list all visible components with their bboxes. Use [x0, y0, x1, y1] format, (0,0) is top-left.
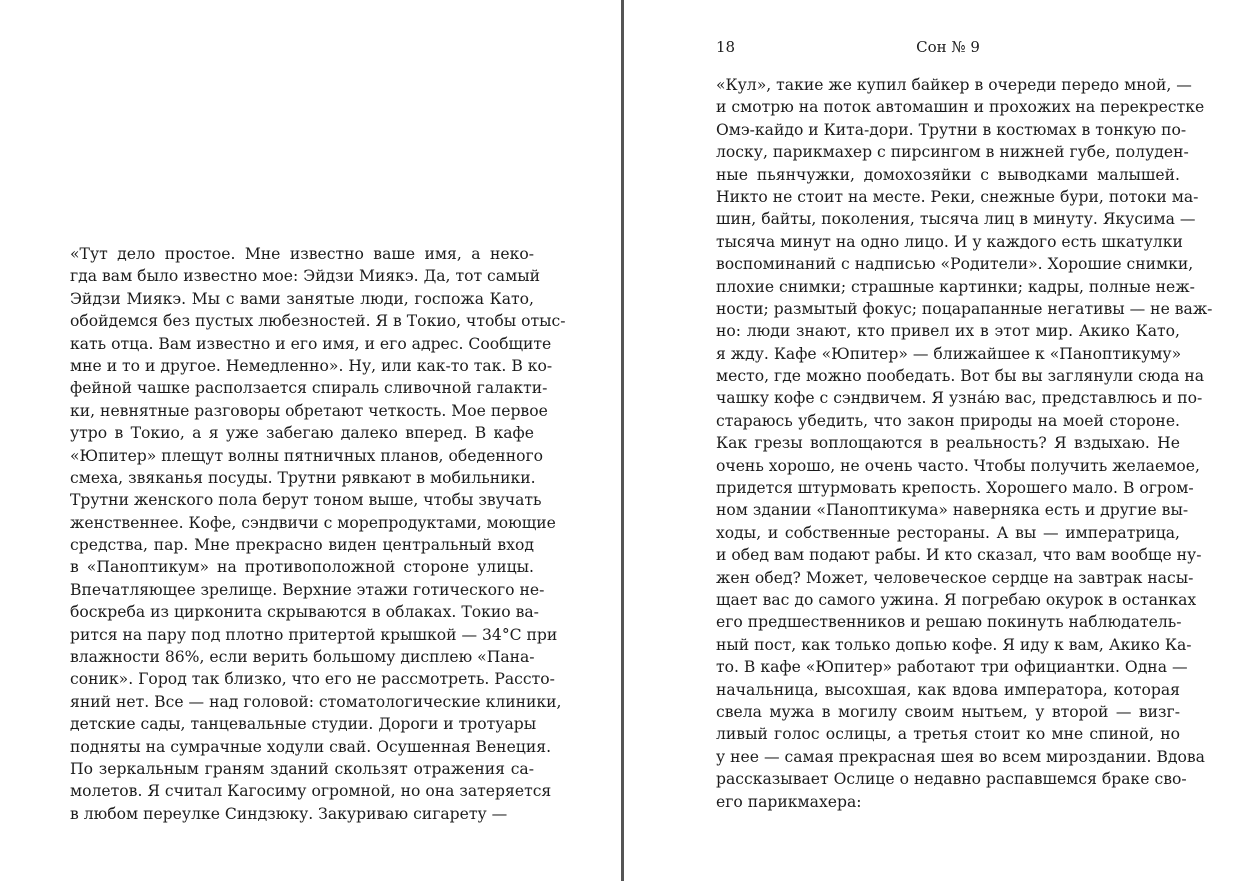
- text-line: боскреба из цирконита скрываются в облаках. Токио ва-: [70, 603, 539, 622]
- left-page-body: [70, 243, 566, 825]
- text-line: «Кул», такие же купил байкер в очереди передо мной, —: [716, 76, 1192, 94]
- text-line: воспоминаний с надписью «Родители». Хорошие снимки,: [716, 255, 1194, 274]
- text-line: гда вам было известно мое: Эйдзи Миякэ. Да, тот самый: [70, 267, 541, 286]
- text-line: соник». Город так близко, что его не рассмотреть. Рассто-: [70, 670, 555, 689]
- text-line: в «Паноптикум» на противоположной стороне улицы.: [70, 558, 534, 577]
- text-line: детские сады, танцевальные студии. Дороги и тротуары: [70, 715, 537, 734]
- text-line: фейной чашке расползается спираль сливочной галакти-: [70, 379, 548, 398]
- text-line: место, где можно пообедать. Вот бы вы заглянули сюда на: [716, 367, 1205, 386]
- text-line: яний нет. Все — над головой: стоматологические клиники,: [70, 692, 562, 711]
- left-page: [70, 243, 566, 825]
- text-line: его предшественников и решаю покинуть наблюдатель-: [716, 613, 1182, 632]
- text-line: рится на пару под плотно притертой крышкой — 34°C при: [70, 625, 558, 644]
- text-line: ливый голос ослицы, а третья стоит ко мне спиной, но: [716, 725, 1180, 744]
- text-line: жен обед? Может, человеческое сердце на завтрак насы-: [716, 568, 1194, 587]
- page-number: 18: [716, 38, 736, 56]
- text-line: рассказывает Ослице о недавно распавшемся браке сво-: [716, 770, 1187, 789]
- text-line: утро в Токио, а я уже забегаю далеко вперед. В кафе: [70, 424, 534, 443]
- page-header: [716, 38, 1180, 60]
- text-line: По зеркальным граням зданий скользят отражения са-: [70, 759, 534, 778]
- text-line: смеха, звяканья посуды. Трутни рявкают в мобильники.: [70, 468, 536, 487]
- text-line: женственнее. Кофе, сэндвичи с морепродуктами, моющие: [70, 513, 556, 532]
- text-line: влажности 86%, если верить большому дисплею «Пана-: [70, 648, 535, 667]
- text-line: Эйдзи Миякэ. Мы с вами занятые люди, госпожа Като,: [70, 289, 534, 308]
- text-line: его парикмахера:: [716, 792, 862, 811]
- text-line: чашку кофе с сэндвичем. Я узнáю вас, представлюсь и по-: [716, 389, 1203, 408]
- text-line: шин, байты, поколения, тысяча лиц в минуту. Якусима —: [716, 210, 1196, 229]
- text-line: Впечатляющее зрелище. Верхние этажи готического не-: [70, 580, 545, 599]
- text-line: тысяча минут на одно лицо. И у каждого есть шкатулки: [716, 232, 1183, 251]
- text-line: Как грезы воплощаются в реальность? Я вздыхаю. Не: [716, 434, 1180, 453]
- text-line: «Юпитер» плещут волны пятничных планов, обеденного: [70, 446, 544, 465]
- text-line: обойдемся без пустых любезностей. Я в Токио, чтобы отыс-: [70, 312, 566, 331]
- text-line: лоску, парикмахер с пирсингом в нижней губе, полуден-: [716, 143, 1189, 162]
- text-line: Трутни женского пола берут тоном выше, чтобы звучать: [70, 491, 542, 510]
- text-line: и обед вам подают рабы. И кто сказал, что вам вообще ну-: [716, 546, 1202, 565]
- text-line: средства, пар. Мне прекрасно виден центральный вход: [70, 536, 534, 555]
- text-line: стараюсь убедить, что закон природы на моей стороне.: [716, 411, 1180, 430]
- right-page: [716, 38, 1213, 813]
- text-line: ходы, и собственные рестораны. А вы — императрица,: [716, 523, 1180, 542]
- text-line: и смотрю на поток автомашин и прохожих на перекрестке: [716, 98, 1205, 117]
- text-line: но: люди знают, кто привел их в этот мир. Акико Като,: [716, 322, 1180, 341]
- text-line: у нее — самая прекрасная шея во всем мироздании. Вдова: [716, 747, 1205, 766]
- text-line: кать отца. Вам известно и его имя, и его адрес. Сообщите: [70, 334, 552, 353]
- text-line: ки, невнятные разговоры обретают четкость. Мое первое: [70, 401, 548, 420]
- text-line: свела мужа в могилу своим нытьем, у второй — визг-: [716, 702, 1180, 721]
- text-line: мне и то и другое. Немедленно». Ну, или как-то так. В ко-: [70, 356, 553, 375]
- text-line: ный пост, как только допью кофе. Я иду к вам, Акико Ка-: [716, 635, 1192, 654]
- running-title: Сон № 9: [916, 38, 980, 56]
- text-line: «Тут дело простое. Мне известно ваше имя, а неко-: [70, 245, 534, 263]
- text-line: молетов. Я считал Кагосиму огромной, но она затеряется: [70, 782, 552, 801]
- text-line: я жду. Кафе «Юпитер» — ближайшее к «Паноптикуму»: [716, 344, 1182, 363]
- text-line: ном здании «Паноптикума» наверняка есть и другие вы-: [716, 501, 1189, 520]
- text-line: щает вас до самого ужина. Я погребаю окурок в останках: [716, 590, 1197, 609]
- text-line: очень хорошо, не очень часто. Чтобы получить желаемое,: [716, 456, 1200, 475]
- right-page-body: [716, 74, 1213, 813]
- text-line: придется штурмовать крепость. Хорошего мало. В огром-: [716, 479, 1194, 498]
- text-line: начальница, высохшая, как вдова императора, которая: [716, 680, 1180, 699]
- book-spine: [621, 0, 624, 881]
- text-line: то. В кафе «Юпитер» работают три официантки. Одна —: [716, 658, 1188, 677]
- text-line: подняты на сумрачные ходули свай. Осушенная Венеция.: [70, 737, 552, 756]
- text-line: ности; размытый фокус; поцарапанные негативы — не важ-: [716, 299, 1213, 318]
- text-line: Омэ-кайдо и Кита-дори. Трутни в костюмах в тонкую по-: [716, 120, 1187, 139]
- text-line: плохие снимки; страшные картинки; кадры, полные неж-: [716, 277, 1195, 296]
- text-line: Никто не стоит на месте. Реки, снежные бури, потоки ма-: [716, 187, 1199, 206]
- text-line: ные пьянчужки, домохозяйки с выводками малышей.: [716, 165, 1180, 184]
- text-line: в любом переулке Синдзюку. Закуриваю сигарету —: [70, 804, 508, 823]
